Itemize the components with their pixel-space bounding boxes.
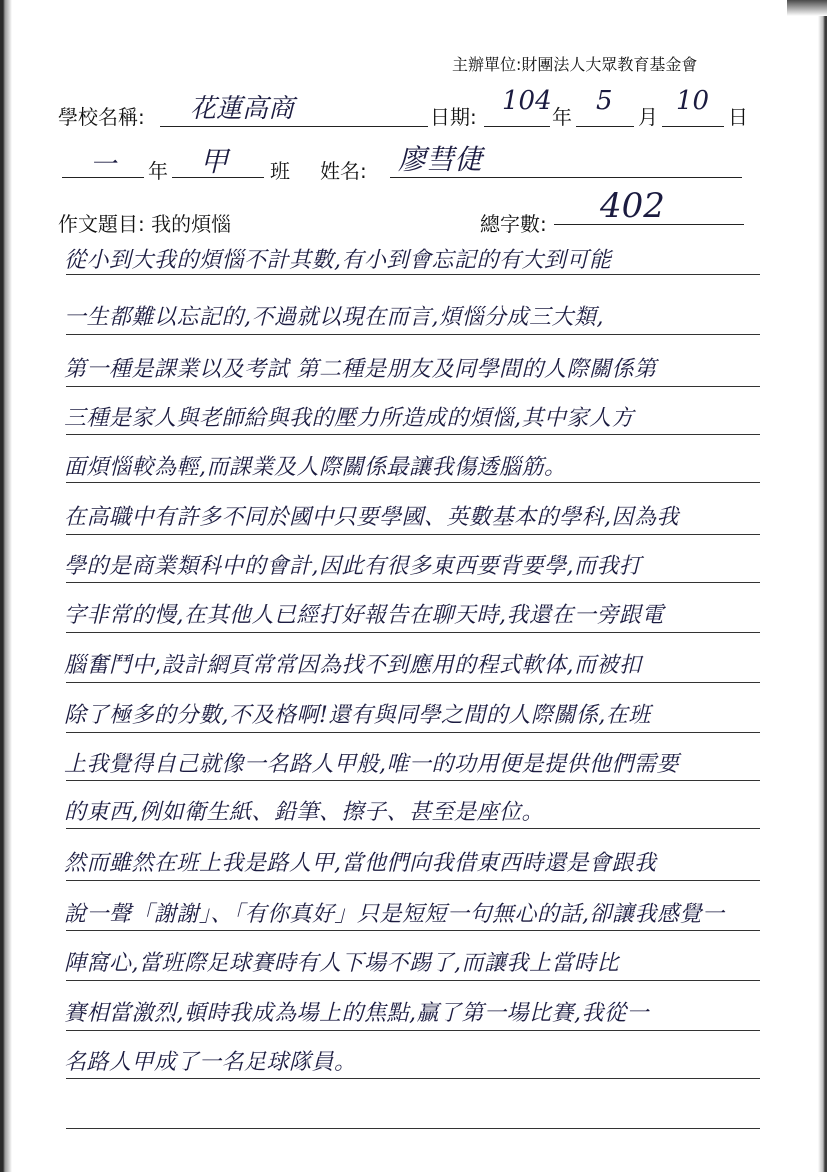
scan-border-left	[0, 0, 14, 1172]
ruled-line	[66, 274, 760, 275]
essay-line: 字非常的慢,在其他人已經打好報告在聊天時,我還在一旁跟電	[64, 603, 664, 628]
wordcount-underline	[554, 224, 744, 225]
ruled-line	[66, 386, 760, 387]
name-value: 廖彗倢	[398, 143, 483, 176]
essay-line: 三種是家人與老師給與我的壓力所造成的煩惱,其中家人方	[64, 406, 634, 431]
ruled-line	[66, 682, 760, 683]
ruled-line	[66, 930, 760, 931]
date-year-value: 104	[502, 86, 552, 116]
essay-line: 從小到大我的煩惱不計其數,有小到會忘記的有大到可能	[64, 248, 612, 273]
class-label: 班	[270, 159, 290, 183]
essay-line: 的東西,例如衛生紙、鉛筆、擦子、甚至是座位。	[64, 800, 544, 825]
essay-line: 學的是商業類科中的會計,因此有很多東西要背要學,而我打	[64, 554, 642, 579]
wordcount-value: 402	[600, 186, 665, 226]
wordcount-label: 總字數:	[480, 212, 547, 236]
ruled-line	[66, 880, 760, 881]
ruled-line	[66, 334, 760, 335]
date-month-value: 5	[596, 86, 613, 116]
essay-line: 在高職中有許多不同於國中只要學國、英數基本的學科,因為我	[64, 505, 679, 530]
class-value: 甲	[200, 145, 229, 178]
essay-line: 陣窩心,當班際足球賽時有人下場不踢了,而讓我上當時比	[64, 951, 619, 976]
ruled-line	[66, 1078, 760, 1079]
school-label: 學校名稱:	[58, 105, 145, 129]
ruled-line	[66, 780, 760, 781]
essay-line: 除了極多的分數,不及格啊!還有與同學之間的人際關係,在班	[64, 703, 651, 728]
school-underline	[160, 126, 428, 127]
essay-line: 名路人甲成了一名足球隊員。	[64, 1050, 357, 1075]
scan-corner-shadow	[787, 0, 827, 16]
ruled-line	[66, 980, 760, 981]
essay-line: 第一種是課業以及考試 第二種是朋友及同學間的人際關係第	[64, 357, 657, 382]
date-year-underline	[484, 126, 550, 127]
essay-line: 面煩惱較為輕,而課業及人際關係最讓我傷透腦筋。	[64, 455, 567, 480]
date-month-underline	[576, 126, 634, 127]
ruled-line	[66, 828, 760, 829]
ruled-line	[66, 732, 760, 733]
date-day-label: 日	[728, 105, 748, 129]
ruled-line	[66, 632, 760, 633]
date-day-value: 10	[676, 86, 710, 116]
essay-line: 一生都難以忘記的,不過就以現在而言,煩惱分成三大類,	[64, 305, 604, 330]
ruled-line	[66, 482, 760, 483]
grade-label: 年	[148, 159, 168, 183]
date-month-label: 月	[638, 105, 658, 129]
grade-value: 一	[90, 150, 117, 180]
essay-line: 上我覺得自己就像一名路人甲般,唯一的功用便是提供他們需要	[64, 752, 679, 777]
name-label: 姓名:	[320, 159, 367, 183]
essay-line: 然而雖然在班上我是路人甲,當他們向我借東西時還是會跟我	[64, 851, 657, 876]
ruled-line	[66, 582, 760, 583]
essay-line: 腦奮鬥中,設計網頁常常因為找不到應用的程式軟体,而被扣	[64, 653, 642, 678]
school-value: 花蓮高商	[190, 94, 295, 124]
ruled-line	[66, 1128, 760, 1129]
grade-underline	[62, 177, 144, 178]
essay-line: 賽相當激烈,頓時我成為場上的焦點,贏了第一場比賽,我從一	[64, 1001, 649, 1026]
organizer-text: 主辦單位:財團法人大眾教育基金會	[452, 55, 698, 74]
topic-label: 作文題目: 我的煩惱	[58, 212, 232, 236]
class-underline	[172, 177, 264, 178]
scan-border-right	[817, 0, 827, 1172]
ruled-line	[66, 534, 760, 535]
ruled-line	[66, 434, 760, 435]
name-underline	[390, 177, 742, 178]
essay-line: 說一聲「謝謝」、「有你真好」只是短短一句無心的話,卻讓我感覺一	[64, 902, 725, 927]
ruled-line	[66, 1030, 760, 1031]
date-label: 日期:	[430, 105, 477, 129]
date-day-underline	[662, 126, 724, 127]
date-year-label: 年	[552, 105, 572, 129]
